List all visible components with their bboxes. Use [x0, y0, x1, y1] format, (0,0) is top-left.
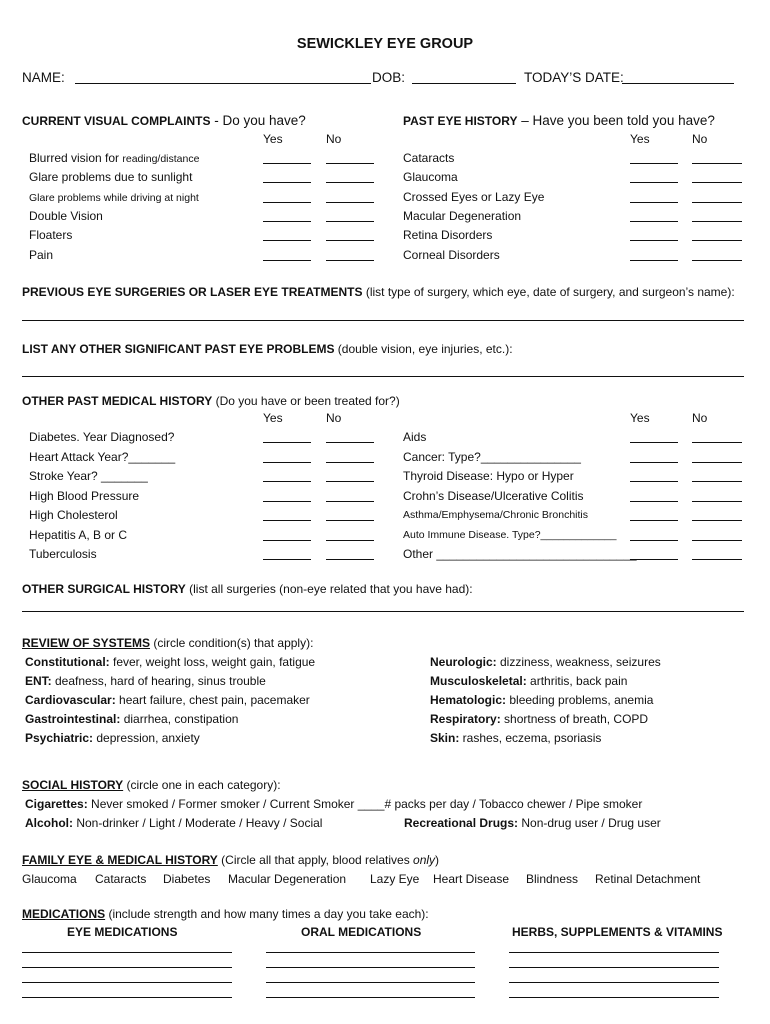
medical-condition-item-right: Aids	[403, 430, 427, 444]
ros-conditions: heart failure, chest pain, pacemaker	[115, 693, 310, 707]
visual-no-blank[interactable]	[326, 192, 374, 203]
past-eye-yes-blank[interactable]	[630, 153, 678, 164]
medical-condition-item-right: Thyroid Disease: Hypo or Hyper	[403, 469, 574, 483]
visual-yes-blank[interactable]	[263, 230, 311, 241]
medical-yes-blank[interactable]	[263, 510, 311, 521]
ros-category: ENT:	[25, 674, 52, 688]
cigarettes-row: Cigarettes: Never smoked / Former smoker / Current Smoker ____# packs per day / Tobacco chewer / Pipe smoker	[25, 797, 643, 811]
medical-no-blank[interactable]	[326, 471, 374, 482]
dob-label: DOB:	[372, 70, 406, 85]
medication-entry-line[interactable]	[22, 982, 232, 983]
visual-no-blank[interactable]	[326, 153, 374, 164]
medical-condition-item-right: Cancer: Type?_______________	[403, 450, 581, 464]
medical-yes-blank-right[interactable]	[630, 452, 678, 463]
medical-yes-header-right: Yes	[630, 411, 650, 425]
name-field[interactable]	[75, 73, 371, 84]
medical-no-blank-right[interactable]	[692, 432, 742, 443]
ros-category: Hematologic:	[430, 693, 507, 707]
family-history-option[interactable]: Macular Degeneration	[228, 872, 347, 886]
medical-yes-blank[interactable]	[263, 491, 311, 502]
medical-no-header-right: No	[692, 411, 708, 425]
visual-yes-blank[interactable]	[263, 250, 311, 261]
name-label: NAME:	[22, 70, 65, 85]
ros-heading: REVIEW OF SYSTEMS (circle condition(s) that apply):	[22, 636, 314, 650]
ros-item	[25, 712, 238, 726]
visual-complaint-item	[29, 248, 53, 262]
medication-entry-line[interactable]	[509, 997, 719, 998]
medical-no-blank[interactable]	[326, 510, 374, 521]
past-eye-no-blank[interactable]	[692, 230, 742, 241]
ros-conditions: bleeding problems, anemia	[506, 693, 654, 707]
past-eye-yes-blank[interactable]	[630, 192, 678, 203]
past-eye-yes-blank[interactable]	[630, 172, 678, 183]
ros-item-right	[430, 655, 661, 669]
family-history-option[interactable]: Blindness	[526, 872, 579, 886]
ros-item-right	[430, 674, 627, 688]
medical-no-blank-right[interactable]	[692, 471, 742, 482]
ros-category: Musculoskeletal:	[430, 674, 527, 688]
medical-yes-blank-right[interactable]	[630, 432, 678, 443]
visual-yes-blank[interactable]	[263, 172, 311, 183]
eye-problems-heading: LIST ANY OTHER SIGNIFICANT PAST EYE PROBLEMS (double vision, eye injuries, etc.):	[22, 342, 513, 356]
page-title: SEWICKLEY EYE GROUP	[296, 36, 474, 52]
medical-no-blank-right[interactable]	[692, 549, 742, 560]
past-eye-item: Macular Degeneration	[403, 209, 522, 223]
visual-yes-blank[interactable]	[263, 153, 311, 164]
medical-condition-item-right: Other ______________________________	[403, 547, 637, 561]
visual-no-header: No	[326, 132, 342, 146]
ros-conditions: deafness, hard of hearing, sinus trouble	[51, 674, 266, 688]
medication-entry-line[interactable]	[509, 952, 719, 953]
surgical-history-line[interactable]	[22, 611, 744, 612]
past-eye-no-blank[interactable]	[692, 211, 742, 222]
ros-category: Skin:	[430, 731, 460, 745]
medication-entry-line[interactable]	[22, 967, 232, 968]
medical-condition-item: High Blood Pressure	[29, 489, 140, 503]
ros-conditions: shortness of breath, COPD	[500, 712, 649, 726]
past-eye-no-blank[interactable]	[692, 192, 742, 203]
visual-complaint-item	[29, 170, 192, 184]
family-history-option[interactable]: Heart Disease	[433, 872, 510, 886]
visual-yes-header: Yes	[263, 132, 283, 146]
ros-category: Psychiatric:	[25, 731, 94, 745]
visual-complaint-item	[29, 190, 199, 204]
medical-condition-item: Tuberculosis	[29, 547, 97, 561]
alcohol-row: Alcohol: Non-drinker / Light / Moderate / Heavy / Social	[25, 816, 323, 830]
medical-yes-blank-right[interactable]	[630, 471, 678, 482]
family-heading: FAMILY EYE & MEDICAL HISTORY (Circle all that apply, blood relatives only)	[22, 853, 440, 867]
visual-no-blank[interactable]	[326, 172, 374, 183]
visual-complaint-label: Double Vision	[29, 209, 103, 223]
visual-complaint-item	[29, 209, 103, 223]
medical-no-blank-right[interactable]	[692, 491, 742, 502]
dob-field[interactable]	[412, 73, 516, 84]
medical-condition-item: Diabetes. Year Diagnosed?	[29, 430, 175, 444]
ros-item	[25, 731, 200, 745]
visual-complaint-label: Blurred vision for	[29, 151, 123, 165]
medical-condition-item: Heart Attack Year?_______	[29, 450, 176, 464]
medical-condition-item-right: Asthma/Emphysema/Chronic Bronchitis	[403, 509, 588, 521]
ros-item	[25, 674, 266, 688]
visual-complaint-label: Glare problems due to sunlight	[29, 170, 193, 184]
past-eye-item: Glaucoma	[403, 170, 458, 184]
drugs-row: Recreational Drugs: Non-drug user / Drug user	[404, 816, 661, 830]
ros-item-right	[430, 693, 653, 707]
medical-no-blank[interactable]	[326, 549, 374, 560]
medical-no-blank[interactable]	[326, 491, 374, 502]
medication-entry-line[interactable]	[266, 952, 475, 953]
ros-category: Constitutional:	[25, 655, 110, 669]
medication-entry-line[interactable]	[22, 952, 232, 953]
past-eye-item: Corneal Disorders	[403, 248, 500, 262]
ros-category: Respiratory:	[430, 712, 501, 726]
ros-item	[25, 693, 310, 707]
visual-yes-blank[interactable]	[263, 192, 311, 203]
past-eye-no-blank[interactable]	[692, 153, 742, 164]
ros-item	[25, 655, 315, 669]
medical-no-header: No	[326, 411, 342, 425]
medical-yes-blank-right[interactable]	[630, 549, 678, 560]
medication-entry-line[interactable]	[266, 982, 475, 983]
oral-medications-header: ORAL MEDICATIONS	[301, 925, 422, 939]
medical-no-blank[interactable]	[326, 432, 374, 443]
surgical-history-heading: OTHER SURGICAL HISTORY (list all surgeries (non-eye related that you have had):	[22, 582, 473, 596]
medical-no-blank-right[interactable]	[692, 510, 742, 521]
visual-no-blank[interactable]	[326, 230, 374, 241]
family-history-option[interactable]: Lazy Eye	[370, 872, 420, 886]
eye-medications-header: EYE MEDICATIONS	[67, 925, 178, 939]
ros-category: Neurologic:	[430, 655, 497, 669]
medical-condition-item: High Cholesterol	[29, 508, 118, 522]
medical-condition-item-right: Auto Immune Disease. Type?_____________	[403, 529, 617, 541]
medical-yes-blank-right[interactable]	[630, 491, 678, 502]
medication-entry-line[interactable]	[509, 967, 719, 968]
eye-problems-line[interactable]	[22, 376, 744, 377]
ros-item-right	[430, 712, 648, 726]
ros-conditions: dizziness, weakness, seizures	[496, 655, 661, 669]
past-eye-yes-blank[interactable]	[630, 250, 678, 261]
visual-complaint-detail: Glare problems while driving at night	[29, 192, 199, 204]
medical-no-blank-right[interactable]	[692, 530, 742, 541]
visual-yes-blank[interactable]	[263, 211, 311, 222]
medical-yes-blank[interactable]	[263, 471, 311, 482]
past-eye-no-header: No	[692, 132, 708, 146]
medical-condition-item: Hepatitis A, B or C	[29, 528, 128, 542]
visual-complaint-label: Floaters	[29, 228, 73, 242]
past-eye-item: Crossed Eyes or Lazy Eye	[403, 190, 545, 204]
past-eye-yes-blank[interactable]	[630, 211, 678, 222]
eye-surgeries-line[interactable]	[22, 320, 744, 321]
medical-yes-blank[interactable]	[263, 549, 311, 560]
medical-yes-blank-right[interactable]	[630, 530, 678, 541]
past-eye-item: Cataracts	[403, 151, 455, 165]
past-eye-no-blank[interactable]	[692, 250, 742, 261]
past-eye-yes-blank[interactable]	[630, 230, 678, 241]
visual-no-blank[interactable]	[326, 250, 374, 261]
todays-date-field[interactable]	[622, 73, 734, 84]
ros-category: Gastrointestinal:	[25, 712, 121, 726]
todays-date-label: TODAY’S DATE:	[524, 70, 624, 85]
visual-no-blank[interactable]	[326, 211, 374, 222]
medical-yes-blank[interactable]	[263, 452, 311, 463]
ros-conditions: depression, anxiety	[93, 731, 200, 745]
eye-surgeries-heading: PREVIOUS EYE SURGERIES OR LASER EYE TREATMENTS (list type of surgery, which eye, date of surgery, and surgeon’s name):	[22, 285, 735, 299]
medication-entry-line[interactable]	[266, 997, 475, 998]
medical-no-blank[interactable]	[326, 452, 374, 463]
medical-history-heading: OTHER PAST MEDICAL HISTORY (Do you have or been treated for?)	[22, 394, 400, 408]
medical-yes-blank-right[interactable]	[630, 510, 678, 521]
medical-yes-blank[interactable]	[263, 530, 311, 541]
past-eye-heading: PAST EYE HISTORY – Have you been told you have?	[403, 113, 715, 128]
medical-no-blank[interactable]	[326, 530, 374, 541]
medication-entry-line[interactable]	[22, 997, 232, 998]
visual-complaint-label: Pain	[29, 248, 54, 262]
medical-yes-header: Yes	[263, 411, 283, 425]
medical-no-blank-right[interactable]	[692, 452, 742, 463]
medication-entry-line[interactable]	[509, 982, 719, 983]
past-eye-item: Retina Disorders	[403, 228, 493, 242]
visual-complaint-detail: reading/distance	[122, 153, 200, 165]
family-history-option[interactable]: Cataracts	[95, 872, 147, 886]
medical-yes-blank[interactable]	[263, 432, 311, 443]
past-eye-no-blank[interactable]	[692, 172, 742, 183]
medical-condition-item: Stroke Year? _______	[29, 469, 148, 483]
ros-conditions: rashes, eczema, psoriasis	[459, 731, 602, 745]
visual-complaints-heading: CURRENT VISUAL COMPLAINTS - Do you have?	[22, 113, 306, 128]
family-history-option[interactable]: Retinal Detachment	[595, 872, 701, 886]
supplements-header: HERBS, SUPPLEMENTS & VITAMINS	[512, 925, 723, 939]
past-eye-yes-header: Yes	[630, 132, 650, 146]
ros-conditions: diarrhea, constipation	[120, 712, 239, 726]
family-history-option[interactable]: Glaucoma	[22, 872, 77, 886]
medication-entry-line[interactable]	[266, 967, 475, 968]
ros-conditions: fever, weight loss, weight gain, fatigue	[109, 655, 316, 669]
family-history-option[interactable]: Diabetes	[163, 872, 211, 886]
visual-complaint-item	[29, 228, 72, 242]
medications-heading: MEDICATIONS (include strength and how many times a day you take each):	[22, 907, 429, 921]
ros-category: Cardiovascular:	[25, 693, 116, 707]
ros-item-right	[430, 731, 601, 745]
ros-conditions: arthritis, back pain	[526, 674, 628, 688]
medical-condition-item-right: Crohn’s Disease/Ulcerative Colitis	[403, 489, 584, 503]
social-heading: SOCIAL HISTORY (circle one in each category):	[22, 778, 281, 792]
visual-complaint-item	[29, 151, 199, 165]
